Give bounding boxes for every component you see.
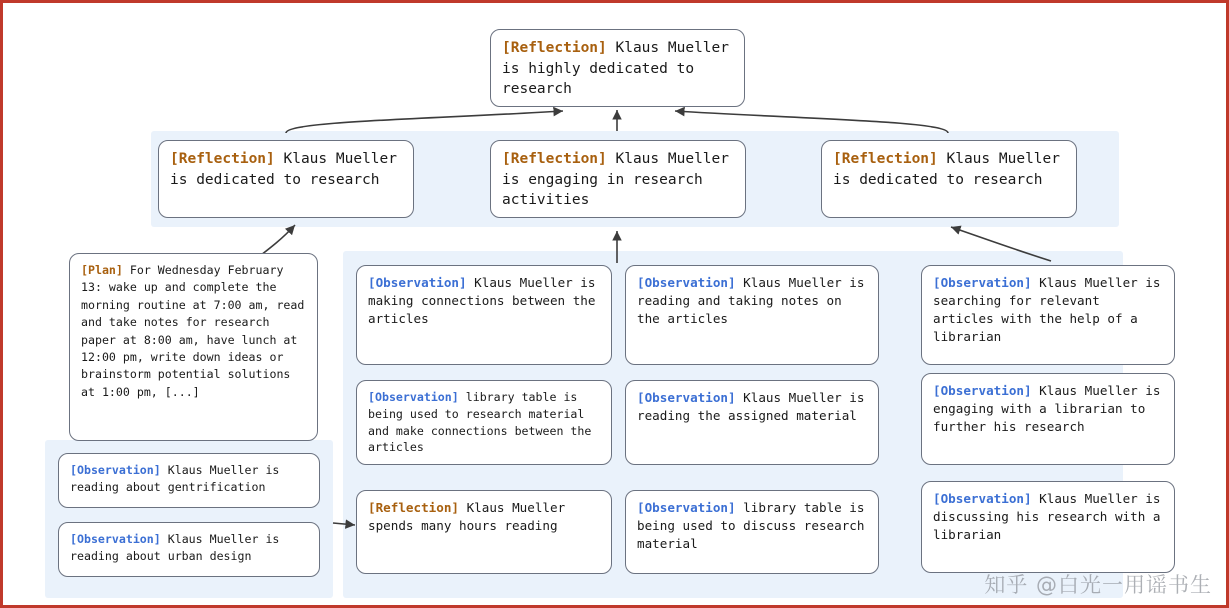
node-text: Klaus Mueller is reading about urban design (70, 532, 280, 564)
node-text: Klaus Mueller is highly dedicated to research (502, 40, 729, 98)
node-col3-3 (921, 481, 1175, 573)
node-text: library table is being used to discuss research material (637, 500, 865, 551)
node-mid-reflection-2 (490, 140, 746, 218)
node-col1-1 (356, 265, 612, 365)
node-text: Klaus Mueller is reading the assigned material (637, 390, 865, 423)
node-tag: [Observation] (637, 500, 736, 515)
node-tag: [Observation] (70, 463, 161, 477)
node-col1-3 (356, 490, 612, 574)
node-text: Klaus Mueller is reading about gentrification (70, 463, 280, 495)
node-text: Klaus Mueller is discussing his research with a librarian (933, 491, 1161, 542)
watermark-text: 知乎 @白光一用谣书生 (984, 573, 1212, 597)
node-top-reflection (490, 29, 745, 107)
node-tag: [Reflection] (502, 151, 607, 167)
node-col2-3 (625, 490, 879, 574)
node-text: Klaus Mueller is engaging in research activities (502, 151, 729, 209)
node-plan (69, 253, 318, 441)
node-text: Klaus Mueller is searching for relevant articles with the help of a librarian (933, 275, 1161, 344)
node-tag: [Observation] (933, 383, 1032, 398)
node-tag: [Plan] (81, 263, 123, 277)
node-col2-2 (625, 380, 879, 465)
node-text: Klaus Mueller spends many hours reading (368, 500, 566, 533)
node-tag: [Reflection] (833, 151, 938, 167)
node-text: Klaus Mueller is reading and taking notes on the articles (637, 275, 865, 326)
node-text: Klaus Mueller is making connections between the articles (368, 275, 596, 326)
node-text: Klaus Mueller is engaging with a librarian to further his research (933, 383, 1161, 434)
node-tag: [Observation] (368, 390, 459, 404)
node-mid-reflection-3 (821, 140, 1077, 218)
node-text: library table is being used to research material and make connections between the articles (368, 390, 592, 455)
node-obs-left-1 (58, 453, 320, 508)
node-obs-left-2 (58, 522, 320, 577)
node-tag: [Observation] (933, 491, 1032, 506)
node-tag: [Observation] (637, 390, 736, 405)
node-tag: [Reflection] (170, 151, 275, 167)
node-tag: [Observation] (637, 275, 736, 290)
node-text: Klaus Mueller is dedicated to research (170, 151, 397, 188)
node-col3-1 (921, 265, 1175, 365)
node-text: For Wednesday February 13: wake up and complete the morning routine at 7:00 am, read and take notes for research paper at 8:00 am, have lunch at 12:00 pm, write down ideas or brainstorm potential solutions at 1:00 pm, [...] (81, 263, 305, 399)
node-col2-1 (625, 265, 879, 365)
node-tag: [Reflection] (368, 500, 459, 515)
node-mid-reflection-1 (158, 140, 414, 218)
node-tag: [Observation] (368, 275, 467, 290)
node-col1-2 (356, 380, 612, 465)
node-tag: [Observation] (933, 275, 1032, 290)
node-text: Klaus Mueller is dedicated to research (833, 151, 1060, 188)
node-tag: [Reflection] (502, 40, 607, 56)
node-col3-2 (921, 373, 1175, 465)
node-tag: [Observation] (70, 532, 161, 546)
